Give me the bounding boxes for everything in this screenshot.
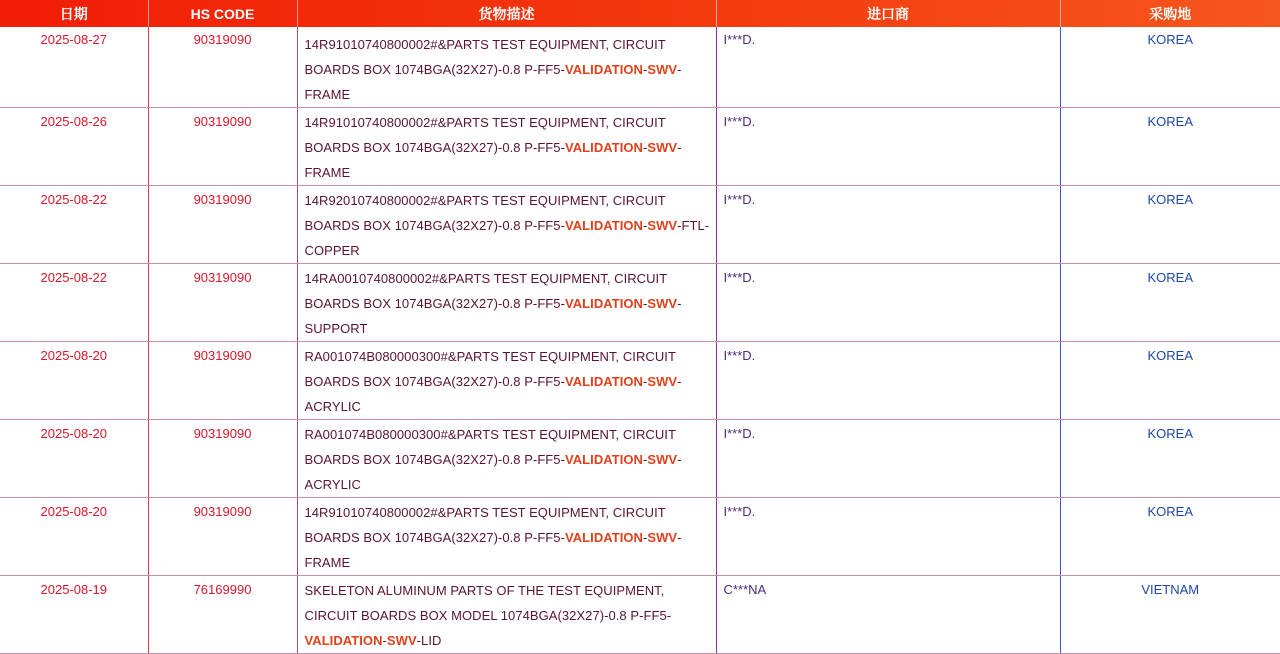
cell-hs-code: 90319090 bbox=[148, 498, 297, 576]
column-header-importer[interactable]: 进口商 bbox=[716, 0, 1060, 27]
cell-hs-code: 90319090 bbox=[148, 27, 297, 108]
keyword-highlight: SWV bbox=[647, 296, 678, 311]
description-text: 14R91010740800002#&PARTS TEST EQUIPMENT, CIRCUIT BOARDS BOX 1074BGA(32X27)-0.8 P-FF5- bbox=[304, 505, 666, 545]
cell-date: 2025-08-27 bbox=[0, 27, 148, 108]
cell-origin: VIETNAM bbox=[1060, 576, 1280, 654]
cell-description bbox=[297, 108, 716, 186]
keyword-highlight: VALIDATION bbox=[564, 530, 643, 545]
keyword-highlight: VALIDATION bbox=[304, 633, 383, 648]
table-row[interactable] bbox=[0, 576, 1280, 654]
table-row[interactable] bbox=[0, 108, 1280, 186]
column-header-description[interactable]: 货物描述 bbox=[297, 0, 716, 27]
description-separator: - bbox=[642, 530, 648, 545]
table-header-row bbox=[0, 0, 1280, 27]
keyword-highlight: VALIDATION bbox=[564, 62, 643, 77]
keyword-highlight: SWV bbox=[647, 140, 678, 155]
cell-description bbox=[297, 498, 716, 576]
cell-origin: KOREA bbox=[1060, 342, 1280, 420]
description-text: SKELETON ALUMINUM PARTS OF THE TEST EQUIPMENT, CIRCUIT BOARDS BOX MODEL 1074BGA(32X27)-0.8 P-FF5- bbox=[304, 583, 672, 623]
description-separator: - bbox=[642, 452, 648, 467]
cell-hs-code: 90319090 bbox=[148, 264, 297, 342]
column-header-origin[interactable]: 采购地 bbox=[1149, 5, 1192, 22]
keyword-highlight: VALIDATION bbox=[564, 140, 643, 155]
description-suffix: -FTL-COPPER bbox=[304, 218, 710, 258]
description-suffix: -FRAME bbox=[304, 530, 682, 570]
keyword-highlight: SWV bbox=[647, 374, 678, 389]
description-separator: - bbox=[642, 140, 648, 155]
cell-date: 2025-08-22 bbox=[0, 264, 148, 342]
description-text: 14R92010740800002#&PARTS TEST EQUIPMENT, CIRCUIT BOARDS BOX 1074BGA(32X27)-0.8 P-FF5- bbox=[304, 193, 666, 233]
description-text: 14R91010740800002#&PARTS TEST EQUIPMENT, CIRCUIT BOARDS BOX 1074BGA(32X27)-0.8 P-FF5- bbox=[304, 37, 666, 77]
table-row[interactable] bbox=[0, 420, 1280, 498]
cell-hs-code: 90319090 bbox=[148, 342, 297, 420]
cell-date: 2025-08-20 bbox=[0, 498, 148, 576]
table-row[interactable] bbox=[0, 264, 1280, 342]
cell-description bbox=[297, 420, 716, 498]
cell-hs-code: 90319090 bbox=[148, 186, 297, 264]
cell-importer: C***NA bbox=[716, 576, 1060, 654]
cell-importer: I***D. bbox=[716, 186, 1060, 264]
keyword-highlight: VALIDATION bbox=[564, 296, 643, 311]
description-separator: - bbox=[642, 218, 648, 233]
cell-importer: I***D. bbox=[716, 27, 1060, 108]
description-suffix: -ACRYLIC bbox=[304, 452, 682, 492]
cell-origin: KOREA bbox=[1060, 186, 1280, 264]
cell-importer: I***D. bbox=[716, 498, 1060, 576]
cell-origin: KOREA bbox=[1060, 264, 1280, 342]
description-text: 14RA0010740800002#&PARTS TEST EQUIPMENT, CIRCUIT BOARDS BOX 1074BGA(32X27)-0.8 P-FF5- bbox=[304, 271, 667, 311]
cell-importer: I***D. bbox=[716, 264, 1060, 342]
description-separator: - bbox=[382, 633, 387, 648]
table-row[interactable] bbox=[0, 27, 1280, 108]
cell-description bbox=[297, 186, 716, 264]
description-suffix: -SUPPORT bbox=[304, 296, 682, 336]
table-row[interactable] bbox=[0, 186, 1280, 264]
cell-description bbox=[297, 264, 716, 342]
keyword-highlight: SWV bbox=[647, 452, 678, 467]
keyword-highlight: VALIDATION bbox=[564, 452, 643, 467]
cell-importer: I***D. bbox=[716, 420, 1060, 498]
cell-date: 2025-08-20 bbox=[0, 420, 148, 498]
description-separator: - bbox=[642, 374, 648, 389]
description-text: RA001074B080000300#&PARTS TEST EQUIPMENT, CIRCUIT BOARDS BOX 1074BGA(32X27)-0.8 P-FF5- bbox=[304, 349, 676, 389]
cell-importer: I***D. bbox=[716, 108, 1060, 186]
description-suffix: -FRAME bbox=[304, 62, 682, 102]
description-text: 14R91010740800002#&PARTS TEST EQUIPMENT, CIRCUIT BOARDS BOX 1074BGA(32X27)-0.8 P-FF5- bbox=[304, 115, 666, 155]
cell-origin: KOREA bbox=[1060, 108, 1280, 186]
description-separator: - bbox=[642, 296, 648, 311]
cell-importer: I***D. bbox=[716, 342, 1060, 420]
keyword-highlight: SWV bbox=[386, 633, 417, 648]
cell-origin: KOREA bbox=[1060, 27, 1280, 108]
cell-date: 2025-08-20 bbox=[0, 342, 148, 420]
cell-origin: KOREA bbox=[1060, 420, 1280, 498]
table-row[interactable] bbox=[0, 498, 1280, 576]
description-separator: - bbox=[642, 62, 648, 77]
cell-description bbox=[297, 576, 716, 654]
description-suffix: -LID bbox=[416, 633, 442, 648]
cell-date: 2025-08-26 bbox=[0, 108, 148, 186]
cell-date: 2025-08-22 bbox=[0, 186, 148, 264]
keyword-highlight: VALIDATION bbox=[564, 374, 643, 389]
cell-description bbox=[297, 342, 716, 420]
cell-description bbox=[297, 27, 716, 108]
cell-hs-code: 90319090 bbox=[148, 420, 297, 498]
keyword-highlight: SWV bbox=[647, 218, 678, 233]
description-text: RA001074B080000300#&PARTS TEST EQUIPMENT, CIRCUIT BOARDS BOX 1074BGA(32X27)-0.8 P-FF5- bbox=[304, 427, 676, 467]
keyword-highlight: SWV bbox=[647, 62, 678, 77]
cell-origin: KOREA bbox=[1060, 498, 1280, 576]
description-suffix: -FRAME bbox=[304, 140, 682, 180]
cell-hs-code: 90319090 bbox=[148, 108, 297, 186]
column-header-date[interactable]: 日期 bbox=[0, 0, 148, 27]
keyword-highlight: VALIDATION bbox=[564, 218, 643, 233]
keyword-highlight: SWV bbox=[647, 530, 678, 545]
cell-date: 2025-08-19 bbox=[0, 576, 148, 654]
column-header-hs-code[interactable]: HS CODE bbox=[148, 0, 297, 27]
description-suffix: -ACRYLIC bbox=[304, 374, 682, 414]
table-row[interactable] bbox=[0, 342, 1280, 420]
cell-hs-code: 76169990 bbox=[148, 576, 297, 654]
